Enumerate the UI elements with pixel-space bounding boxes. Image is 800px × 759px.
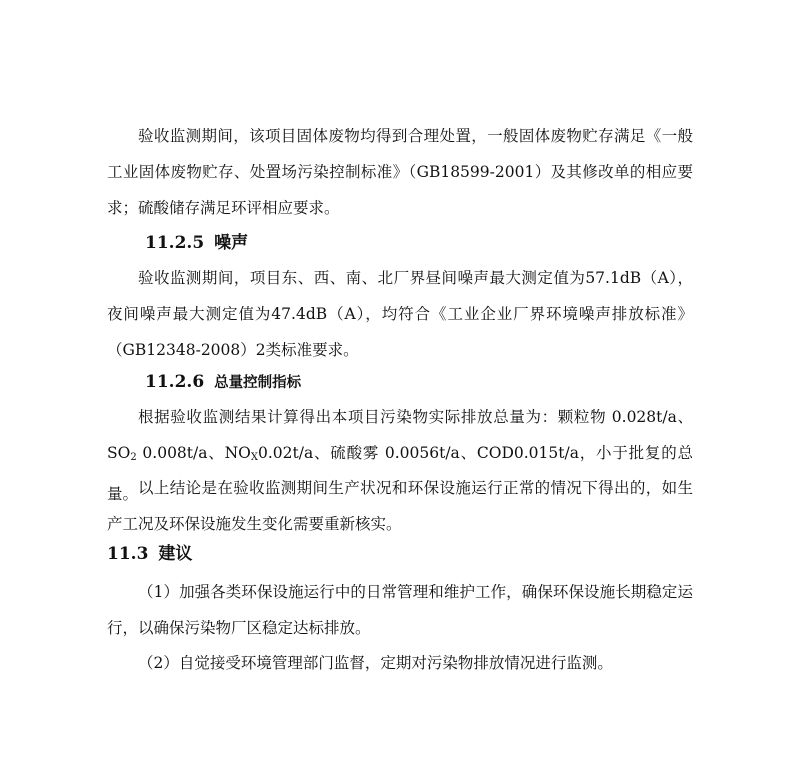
section-heading-suggestions	[107, 542, 192, 566]
text-run: 0.008t/a、NO	[136, 444, 251, 462]
paragraph-solid-waste: 验收监测期间，该项目固体废物均得到合理处置，一般固体废物贮存满足《一般工业固体废物贮存、处置场污染控制标准》（GB18599-2001）及其修改单的相应要求；硫酸储存满足环评相应要求。	[107, 127, 693, 217]
section-number: 11.2.5	[145, 233, 205, 253]
section-number: 11.3	[107, 544, 149, 564]
subscript: 2	[130, 452, 137, 463]
paragraph-noise: 验收监测期间，项目东、西、南、北厂界昼间噪声最大测定值为57.1dB（A），夜间噪声最大测定值为47.4dB（A），均符合《工业企业厂界环境噪声排放标准》（GB12348-2008）2类标准要求。	[107, 269, 693, 359]
section-title: 总量控制指标	[214, 375, 302, 391]
text-run: 根据验收监测结果计算得出本项目污染物实际排放总量为：颗粒物 0.028t/a、SO	[107, 408, 693, 462]
section-title: 噪声	[214, 233, 249, 253]
section-heading-noise	[145, 231, 248, 255]
suggestion-2: （2）自觉接受环境管理部门监督，定期对污染物排放情况进行监测。	[138, 654, 613, 672]
suggestion-1: （1）加强各类环保设施运行中的日常管理和维护工作，确保环保设施长期稳定运行，以确保污染物厂区稳定达标排放。	[107, 583, 693, 637]
subscript: X	[250, 452, 258, 463]
section-title: 建议	[158, 544, 193, 564]
section-heading-total-control	[145, 370, 301, 395]
paragraph-conclusion: 以上结论是在验收监测期间生产状况和环保设施运行正常的情况下得出的，如生产工况及环保设施发生变化需要重新核实。	[107, 479, 693, 533]
text-run: 0.02t/a、硫酸雾 0.0056t/a、COD0.015t/a，小于批复的总量。	[107, 444, 694, 503]
section-number: 11.2.6	[145, 372, 205, 392]
